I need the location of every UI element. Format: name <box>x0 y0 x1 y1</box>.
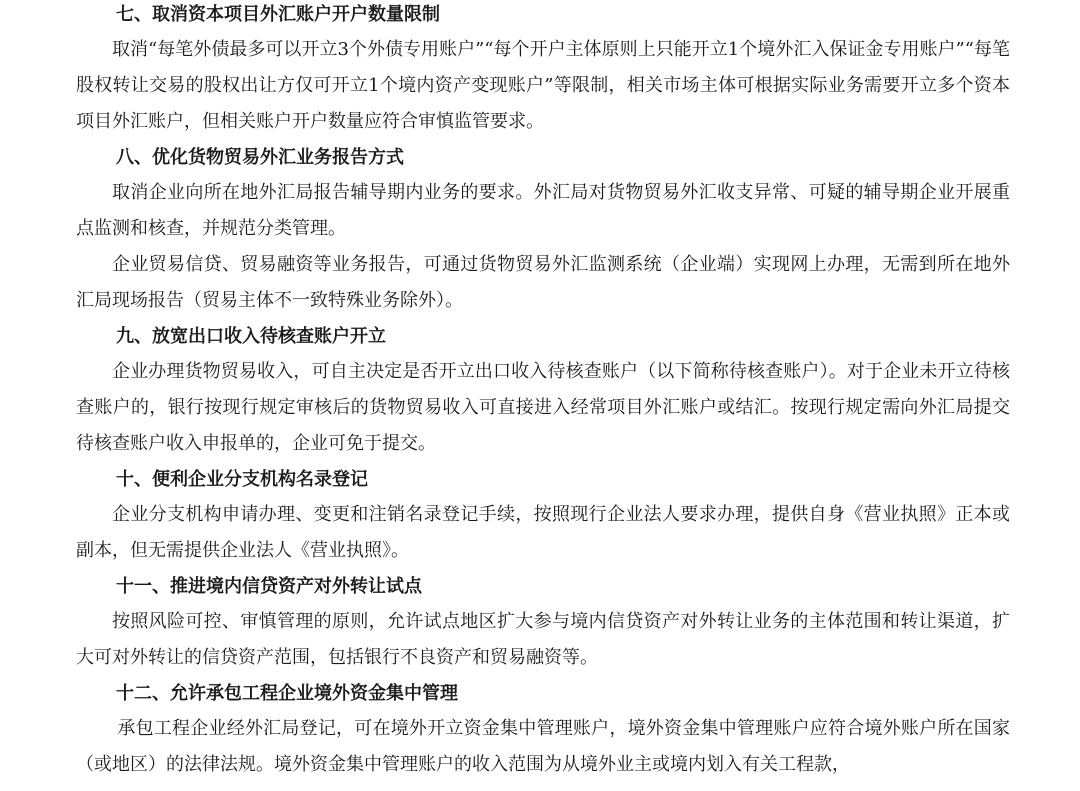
section-heading: 十、便利企业分支机构名录登记 <box>116 469 368 490</box>
paragraph: 承包工程企业经外汇局登记，可在境外开立资金集中管理账户，境外资金集中管理账户应符合境外账户所在国家（或地区）的法律法规。境外资金集中管理账户的收入范围为从境外业主或境内划入有关工程款， <box>76 718 1010 775</box>
section-heading: 九、放宽出口收入待核查账户开立 <box>116 326 386 347</box>
paragraph: 企业贸易信贷、贸易融资等业务报告，可通过货物贸易外汇监测系统（企业端）实现网上办理，无需到所在地外汇局现场报告（贸易主体不一致特殊业务除外）。 <box>76 254 1010 311</box>
section-heading: 八、优化货物贸易外汇业务报告方式 <box>116 147 404 168</box>
section-heading: 十一、推进境内信贷资产对外转让试点 <box>116 576 422 597</box>
paragraph: 按照风险可控、审慎管理的原则，允许试点地区扩大参与境内信贷资产对外转让业务的主体范围和转让渠道，扩大可对外转让的信贷资产范围，包括银行不良资产和贸易融资等。 <box>76 611 1010 668</box>
paragraph: 取消“每笔外债最多可以开立3个外债专用账户”“每个开户主体原则上只能开立1个境外汇入保证金专用账户”“每笔股权转让交易的股权出让方仅可开立1个境内资产变现账户”等限制，相关市场主体可根据实际业务需要开立多个资本项目外汇账户，但相关账户开户数量应符合审慎监管要求。 <box>76 39 1010 132</box>
paragraph: 企业分支机构申请办理、变更和注销名录登记手续，按照现行企业法人要求办理，提供自身《营业执照》正本或副本，但无需提供企业法人《营业执照》。 <box>76 504 1010 561</box>
paragraph: 企业办理货物贸易收入，可自主决定是否开立出口收入待核查账户（以下简称待核查账户）。对于企业未开立待核查账户的，银行按现行规定审核后的货物贸易收入可直接进入经常项目外汇账户或结汇。按现行规定需向外汇局提交待核查账户收入申报单的，企业可免于提交。 <box>76 361 1010 454</box>
section-heading: 十二、允许承包工程企业境外资金集中管理 <box>116 683 458 704</box>
paragraph: 取消企业向所在地外汇局报告辅导期内业务的要求。外汇局对货物贸易外汇收支异常、可疑的辅导期企业开展重点监测和核查，并规范分类管理。 <box>76 182 1010 239</box>
section-heading: 七、取消资本项目外汇账户开户数量限制 <box>116 4 440 25</box>
